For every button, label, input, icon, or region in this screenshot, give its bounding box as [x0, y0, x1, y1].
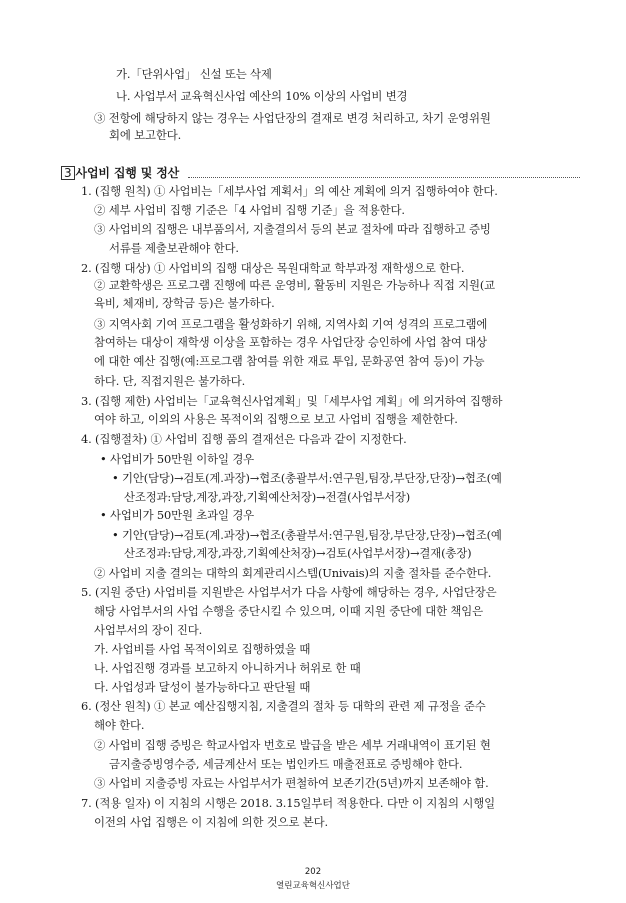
item-5-line2: 해당 사업부서의 사업 수행을 중단시킬 수 있으며, 이때 지원 중단에 대한 책임은 — [94, 604, 483, 618]
item-7-line1: 7. (적용 일자) 이 지침의 시행은 2018. 3.15일부터 적용한다. 다만 이 지침의 시행일 — [81, 796, 495, 810]
item-1-line2: ② 세부 사업비 집행 기준은「4 사업비 집행 기준」을 적용한다. — [94, 203, 405, 217]
item-6-line2: 해야 한다. — [94, 718, 145, 732]
clause-na: 나. 사업부서 교육혁신사업 예산의 10% 이상의 사업비 변경 — [116, 89, 408, 103]
item-4-line2: ② 사업비 지출 결의는 대학의 회계관리시스템(Univais)의 지출 절차를 준수한다. — [94, 566, 492, 580]
item-4-bullet2a-line2: 산조정과:담당,계장,과장,기획예산처장)→검토(사업부서장)→결재(총장) — [124, 546, 472, 560]
item-6-line5: ③ 사업비 지출증빙 자료는 사업부서가 편철하여 보존기간(5년)까지 보존해야 함. — [94, 776, 489, 790]
item-5-na: 나. 사업진행 경과를 보고하지 아니하거나 허위로 한 때 — [94, 661, 361, 675]
item-5-ga: 가. 사업비를 사업 목적이외로 집행하였을 때 — [94, 642, 311, 656]
item-1-line3: ③ 사업비의 집행은 내부품의서, 지출결의서 등의 본교 절차에 따라 집행하고 증빙 — [94, 222, 491, 236]
clause-ga: 가.「단위사업」 신설 또는 삭제 — [116, 67, 272, 81]
item-1-line1: 1. (집행 원칙) ① 사업비는「세부사업 계획서」의 예산 계획에 의거 집행하여야 한다. — [81, 184, 498, 198]
item-4-bullet2: • 사업비가 50만원 초과일 경우 — [100, 508, 255, 522]
item-4-bullet1: • 사업비가 50만원 이하일 경우 — [100, 452, 255, 466]
item-6-line4: 금지출증빙영수증, 세금계산서 또는 법인카드 매출전표로 증빙해야 한다. — [109, 757, 463, 771]
item-6-line1: 6. (정산 원칙) ① 본교 예산집행지침, 지출결의 절차 등 대학의 관련 제 규정을 준수 — [81, 699, 486, 713]
item-6-line3: ② 사업비 집행 증빙은 학교사업자 번호로 발급을 받은 세부 거래내역이 표기된 현 — [94, 738, 491, 752]
item-5-line1: 5. (지원 중단) 사업비를 지원받은 사업부서가 다음 사항에 해당하는 경우, 사업단장은 — [81, 585, 497, 599]
item-2-line1: 2. (집행 대상) ① 사업비의 집행 대상은 목원대학교 학부과정 재학생으로 한다. — [81, 261, 465, 275]
item-4-bullet1a-line2: 산조정과:담당,계장,과장,기획예산처장)→전결(사업부서장) — [124, 490, 411, 504]
clause-circle3-line1: ③ 전항에 해당하지 않는 경우는 사업단장의 결재로 변경 처리하고, 차기 운영위원 — [94, 111, 491, 125]
item-2-line4: ③ 지역사회 기여 프로그램을 활성화하기 위해, 지역사회 기여 성격의 프로그램에 — [94, 317, 488, 331]
section-title: 사업비 집행 및 정산 — [75, 166, 180, 180]
item-2-line2: ② 교환학생은 프로그램 진행에 따른 운영비, 활동비 지원은 가능하나 직접 지원(교 — [94, 278, 496, 292]
item-5-line3: 사업부서의 장이 진다. — [94, 623, 203, 637]
item-2-line3: 육비, 체재비, 장학금 등)은 불가하다. — [94, 296, 275, 310]
heading-leader-dots — [188, 176, 580, 178]
page-number: 202 — [304, 867, 322, 877]
item-3-line2: 여야 하고, 이외의 사용은 목적이외 집행으로 보고 사업비 집행을 제한한다. — [94, 412, 458, 426]
section-number-box: 3 — [61, 166, 75, 180]
clause-circle3-line2: 회에 보고한다. — [109, 128, 182, 142]
item-4-line1: 4. (집행절차) ① 사업비 집행 품의 결재선은 다음과 같이 지정한다. — [81, 432, 407, 446]
item-3-line1: 3. (집행 제한) 사업비는「교육혁신사업계획」및「세부사업 계획」에 의거하여 집행하 — [81, 394, 503, 408]
item-4-bullet1a-line1: • 기안(담당)→검토(계.과장)→협조(총괄부서:연구원,팀장,부단장,단장)→협조(예 — [112, 471, 502, 485]
item-4-bullet2a-line1: • 기안(담당)→검토(계.과장)→협조(총괄부서:연구원,팀장,부단장,단장)→협조(예 — [112, 528, 502, 542]
item-2-line7: 하다. 단, 직접지원은 불가하다. — [94, 374, 246, 388]
footer-organization: 열린교육혁신사업단 — [276, 881, 350, 891]
item-7-line2: 이전의 사업 집행은 이 지침에 의한 것으로 본다. — [94, 815, 328, 829]
item-2-line6: 에 대한 예산 집행(예:프로그램 참여를 위한 재료 투입, 문화공연 참여 등)이 가능 — [94, 354, 485, 368]
item-2-line5: 참여하는 대상이 재학생 이상을 포함하는 경우 사업단장 승인하에 사업 참여 대상 — [94, 335, 487, 349]
item-1-line4: 서류를 제출보관해야 한다. — [109, 241, 239, 255]
section-heading — [61, 166, 179, 180]
item-5-da: 다. 사업성과 달성이 불가능하다고 판단될 때 — [94, 680, 311, 694]
